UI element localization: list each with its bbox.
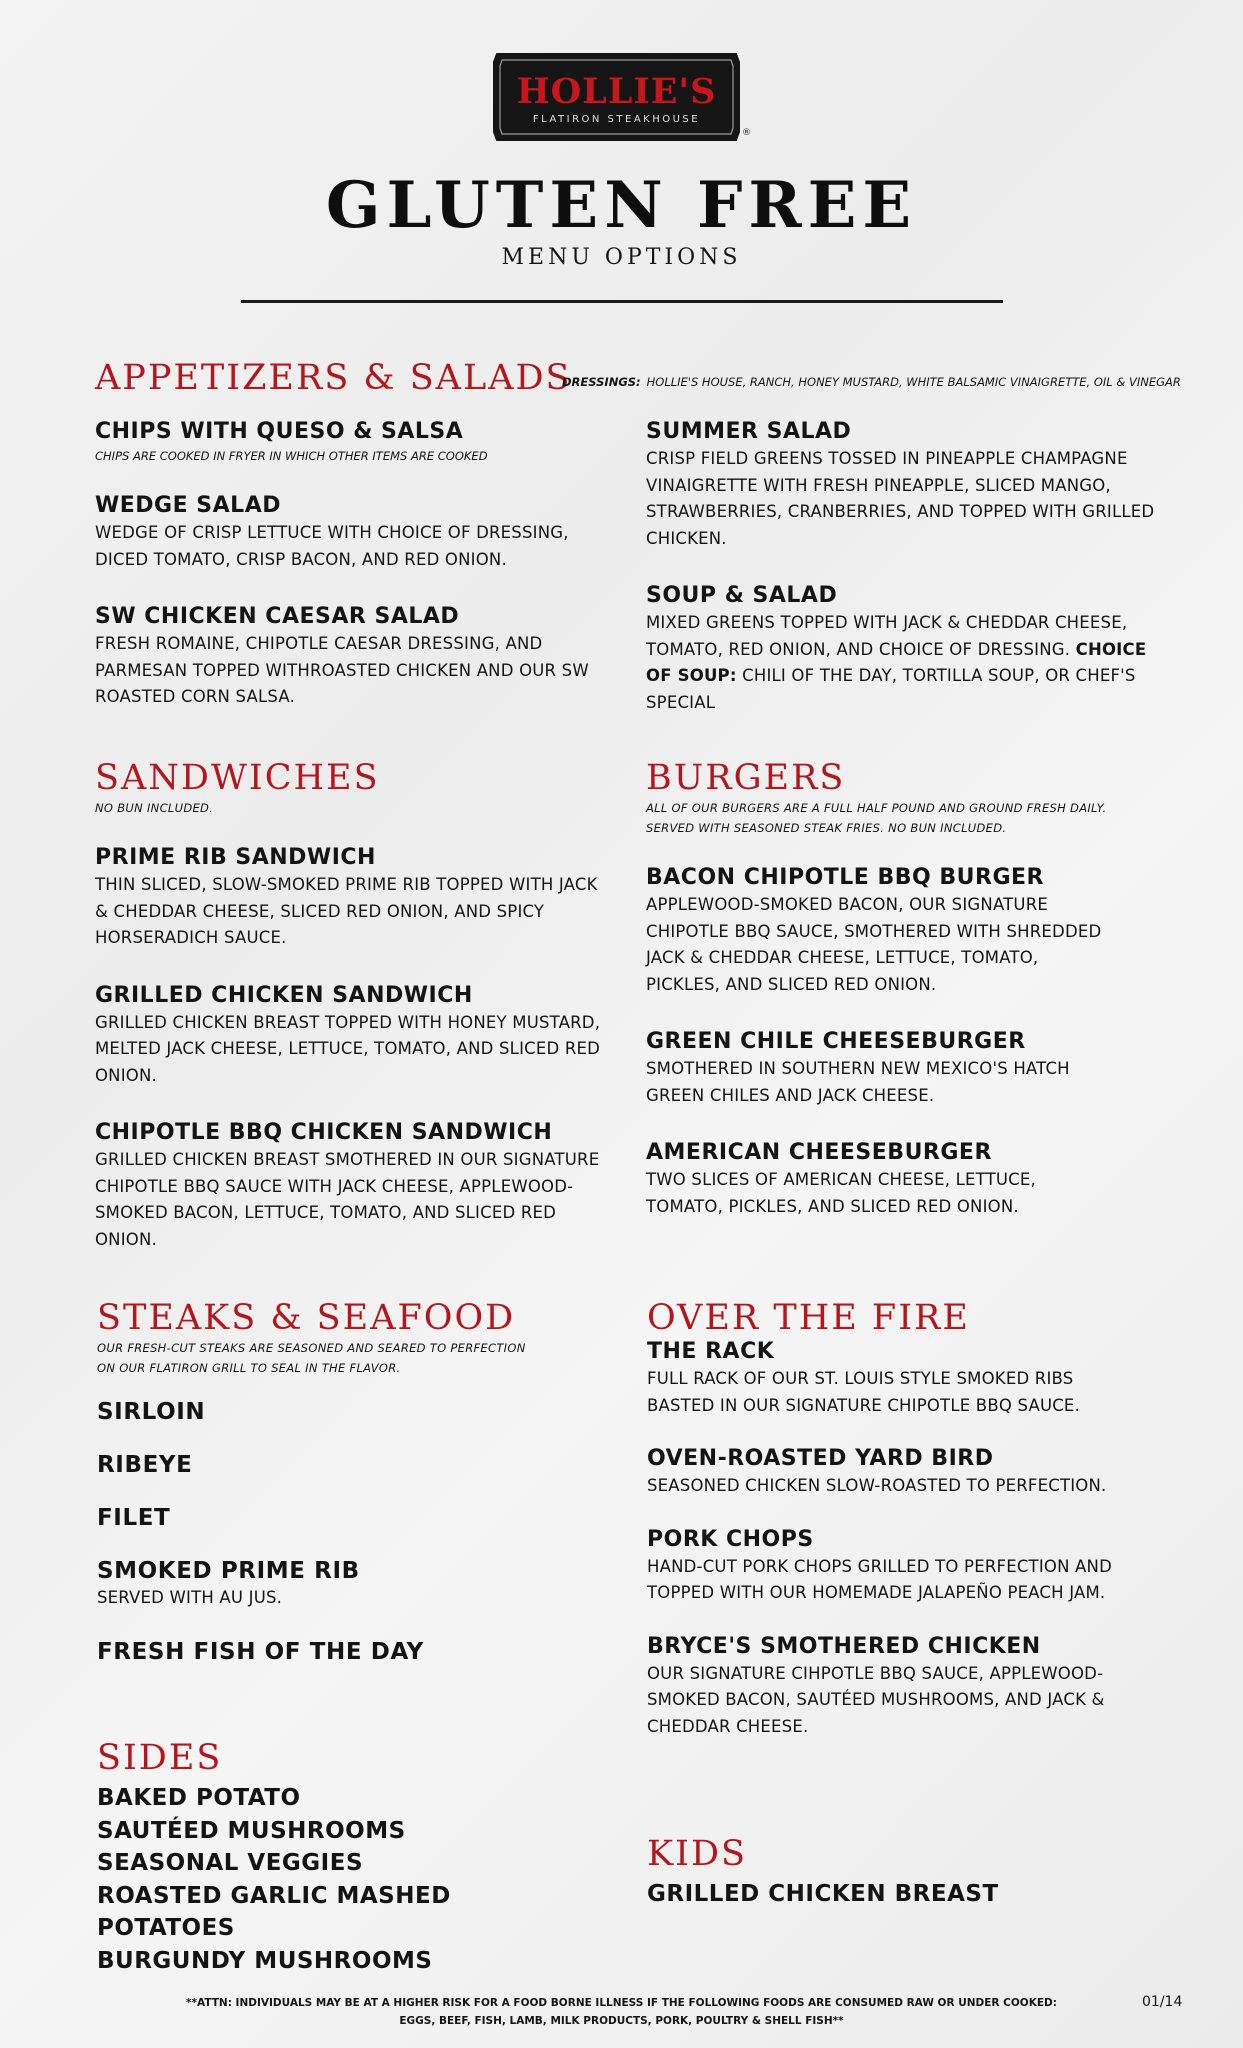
- menu-item: [95, 492, 605, 573]
- section-fire-heading: OVER THE FIRE: [647, 1298, 970, 1338]
- item-name: THE RACK: [647, 1339, 775, 1364]
- logo-tagline: FLATIRON STEAKHOUSE: [532, 114, 701, 125]
- item-name: SUMMER SALAD: [646, 419, 852, 444]
- side-item: SAUTÉED MUSHROOMS: [97, 1817, 406, 1844]
- item-name: SW CHICKEN CAESAR SALAD: [95, 604, 460, 629]
- item-name: OVEN-ROASTED YARD BIRD: [647, 1446, 994, 1471]
- item-description: GRILLED CHICKEN BREAST TOPPED WITH HONEY MUSTARD, MELTED JACK CHEESE, LETTUCE, TOMATO, AND SLICED RED ONION.: [95, 1012, 601, 1085]
- over-the-fire-section: [647, 1298, 1117, 1770]
- sandwiches-section: [95, 758, 605, 1283]
- item-name: BACON CHIPOTLE BBQ BURGER: [646, 865, 1044, 890]
- section-appetizers-heading: APPETIZERS & SALADS: [95, 358, 572, 398]
- menu-item: [646, 1028, 1116, 1109]
- steaks-note: OUR FRESH-CUT STEAKS ARE SEASONED AND SEARED TO PERFECTION ON OUR FLATIRON GRILL TO SEAL IN THE FLAVOR.: [97, 1341, 526, 1375]
- item-description: WEDGE OF CRISP LETTUCE WITH CHOICE OF DRESSING, DICED TOMATO, CRISP BACON, AND RED ONION.: [95, 523, 569, 569]
- item-name: AMERICAN CHEESEBURGER: [646, 1140, 992, 1165]
- item-name: GRILLED CHICKEN SANDWICH: [95, 982, 473, 1008]
- registered-mark: ®: [742, 128, 751, 138]
- menu-item: [97, 1557, 537, 1612]
- side-item: BURGUNDY MUSHROOMS: [97, 1947, 433, 1974]
- item-name: CHIPOTLE BBQ CHICKEN SANDWICH: [95, 1120, 553, 1145]
- item-name: CHIPS WITH QUESO & SALSA: [95, 419, 464, 444]
- item-description: TWO SLICES OF AMERICAN CHEESE, LETTUCE, TOMATO, PICKLES, AND SLICED RED ONION.: [646, 1170, 1036, 1216]
- side-item: ROASTED GARLIC MASHED POTATOES: [97, 1882, 451, 1941]
- item-description: HAND-CUT PORK CHOPS GRILLED TO PERFECTION AND TOPPED WITH OUR HOMEMADE JALAPEÑO PEACH JAM.: [647, 1556, 1112, 1602]
- item-name: SMOKED PRIME RIB: [97, 1558, 360, 1584]
- page-subtitle: MENU OPTIONS: [501, 245, 742, 270]
- steak-item: SIRLOIN: [97, 1399, 206, 1425]
- item-description-text: MIXED GREENS TOPPED WITH JACK & CHEDDAR CHEESE, TOMATO, RED ONION, AND CHOICE OF DRESSING.: [646, 613, 1128, 659]
- menu-item: [95, 982, 605, 1090]
- item-name: WEDGE SALAD: [95, 493, 281, 518]
- side-item: SEASONAL VEGGIES: [97, 1850, 364, 1876]
- item-description: SERVED WITH AU JUS.: [97, 1588, 283, 1607]
- side-item: BAKED POTATO: [97, 1785, 301, 1811]
- item-description: FULL RACK OF OUR ST. LOUIS STYLE SMOKED RIBS BASTED IN OUR SIGNATURE CHIPOTLE BBQ SAUCE.: [647, 1369, 1081, 1415]
- soup-choice-text: CHILI OF THE DAY, TORTILLA SOUP, OR CHEF'S SPECIAL: [646, 666, 1136, 712]
- item-description: SEASONED CHICKEN SLOW-ROASTED TO PERFECTION.: [647, 1476, 1107, 1495]
- steak-item: FILET: [97, 1505, 171, 1531]
- menu-item: [95, 418, 605, 466]
- soup-choice-label: CHOICE OF SOUP:: [646, 639, 1147, 685]
- item-name: SOUP & SALAD: [646, 583, 838, 608]
- disclaimer-line-2: EGGS, BEEF, FISH, LAMB, MILK PRODUCTS, PORK, POULTRY & SHELL FISH**: [399, 2015, 844, 2027]
- menu-item: [646, 1139, 1116, 1220]
- menu-item: [646, 864, 1116, 998]
- burgers-section: [646, 758, 1116, 1250]
- item-name: PORK CHOPS: [647, 1526, 814, 1552]
- menu-version-code: 01/14: [1142, 1994, 1183, 2010]
- item-description: FRESH ROMAINE, CHIPOTLE CAESAR DRESSING, AND PARMESAN TOPPED WITHROASTED CHICKEN AND OUR SW ROASTED CORN SALSA.: [95, 634, 589, 706]
- page-title: GLUTEN FREE: [325, 168, 918, 243]
- menu-item: [647, 1445, 1117, 1500]
- title-divider: [241, 300, 1003, 303]
- appetizers-left-column: [95, 418, 605, 741]
- section-kids-heading: KIDS: [647, 1834, 748, 1874]
- section-burgers-heading: BURGERS: [646, 758, 846, 798]
- dressings-note: [562, 375, 1181, 389]
- disclaimer-line-1: **ATTN: INDIVIDUALS MAY BE AT A HIGHER RISK FOR A FOOD BORNE ILLNESS IF THE FOLLOWING FOODS ARE CONSUMED RAW OR UNDER COOKED:: [186, 1997, 1057, 2009]
- dressings-text: HOLLIE'S HOUSE, RANCH, HONEY MUSTARD, WHITE BALSAMIC VINAIGRETTE, OIL & VINEGAR: [646, 375, 1181, 389]
- item-description: GRILLED CHICKEN BREAST SMOTHERED IN OUR SIGNATURE CHIPOTLE BBQ SAUCE WITH JACK CHEESE, APPLEWOOD-SMOKED BACON, LETTUCE, TOMATO, AND SLICED RED ONION.: [95, 1150, 600, 1249]
- item-note: CHIPS ARE COOKED IN FRYER IN WHICH OTHER ITEMS ARE COOKED: [95, 449, 488, 463]
- section-sandwiches-heading: SANDWICHES: [95, 758, 380, 798]
- kids-item: GRILLED CHICKEN BREAST: [647, 1881, 999, 1907]
- section-steaks-heading: STEAKS & SEAFOOD: [97, 1298, 516, 1338]
- section-sides-heading: SIDES: [97, 1738, 223, 1778]
- menu-item: [647, 1633, 1117, 1741]
- item-description: APPLEWOOD-SMOKED BACON, OUR SIGNATURE CHIPOTLE BBQ SAUCE, SMOTHERED WITH SHREDDED JACK & CHEDDAR CHEESE, LETTUCE, TOMATO, PICKLES, AND SLICED RED ONION.: [646, 895, 1102, 994]
- item-description: CRISP FIELD GREENS TOSSED IN PINEAPPLE CHAMPAGNE VINAIGRETTE WITH FRESH PINEAPPLE, SLICED MANGO, STRAWBERRIES, CRANBERRIES, AND TOPPED WITH GRILLED CHICKEN.: [646, 449, 1155, 548]
- item-name: BRYCE'S SMOTHERED CHICKEN: [647, 1633, 1041, 1659]
- hollies-logo: [491, 52, 742, 142]
- item-description: OUR SIGNATURE CIHPOTLE BBQ SAUCE, APPLEWOOD-SMOKED BACON, SAUTÉED MUSHROOMS, AND JACK & CHEDDAR CHEESE.: [647, 1663, 1105, 1736]
- sandwiches-note: NO BUN INCLUDED.: [95, 801, 214, 815]
- menu-item: [647, 1338, 1117, 1419]
- burgers-note: ALL OF OUR BURGERS ARE A FULL HALF POUND AND GROUND FRESH DAILY. SERVED WITH SEASONED STEAK FRIES. NO BUN INCLUDED.: [646, 801, 1107, 835]
- menu-item: [95, 844, 605, 952]
- sides-section: [97, 1738, 567, 1977]
- menu-item: [646, 582, 1156, 716]
- appetizers-right-column: [646, 418, 1156, 746]
- dressings-label: DRESSINGS:: [562, 375, 641, 389]
- item-name: PRIME RIB SANDWICH: [95, 845, 376, 870]
- kids-section: [647, 1834, 1117, 1911]
- item-description: SMOTHERED IN SOUTHERN NEW MEXICO'S HATCH GREEN CHILES AND JACK CHEESE.: [646, 1059, 1070, 1105]
- menu-item: [95, 1119, 605, 1253]
- item-name: GREEN CHILE CHEESEBURGER: [646, 1029, 1026, 1054]
- menu-item: [95, 603, 605, 711]
- steak-item: RIBEYE: [97, 1452, 193, 1478]
- item-description: [646, 610, 1156, 716]
- food-safety-disclaimer: [0, 1994, 1243, 2030]
- menu-item: [646, 418, 1156, 552]
- steak-item: FRESH FISH OF THE DAY: [97, 1638, 424, 1665]
- logo-name: HOLLIE'S: [516, 71, 717, 112]
- item-description: THIN SLICED, SLOW-SMOKED PRIME RIB TOPPED WITH JACK & CHEDDAR CHEESE, SLICED RED ONION, AND SPICY HORSERADICH SAUCE.: [95, 875, 598, 947]
- steaks-section: [97, 1298, 537, 1666]
- menu-item: [647, 1526, 1117, 1607]
